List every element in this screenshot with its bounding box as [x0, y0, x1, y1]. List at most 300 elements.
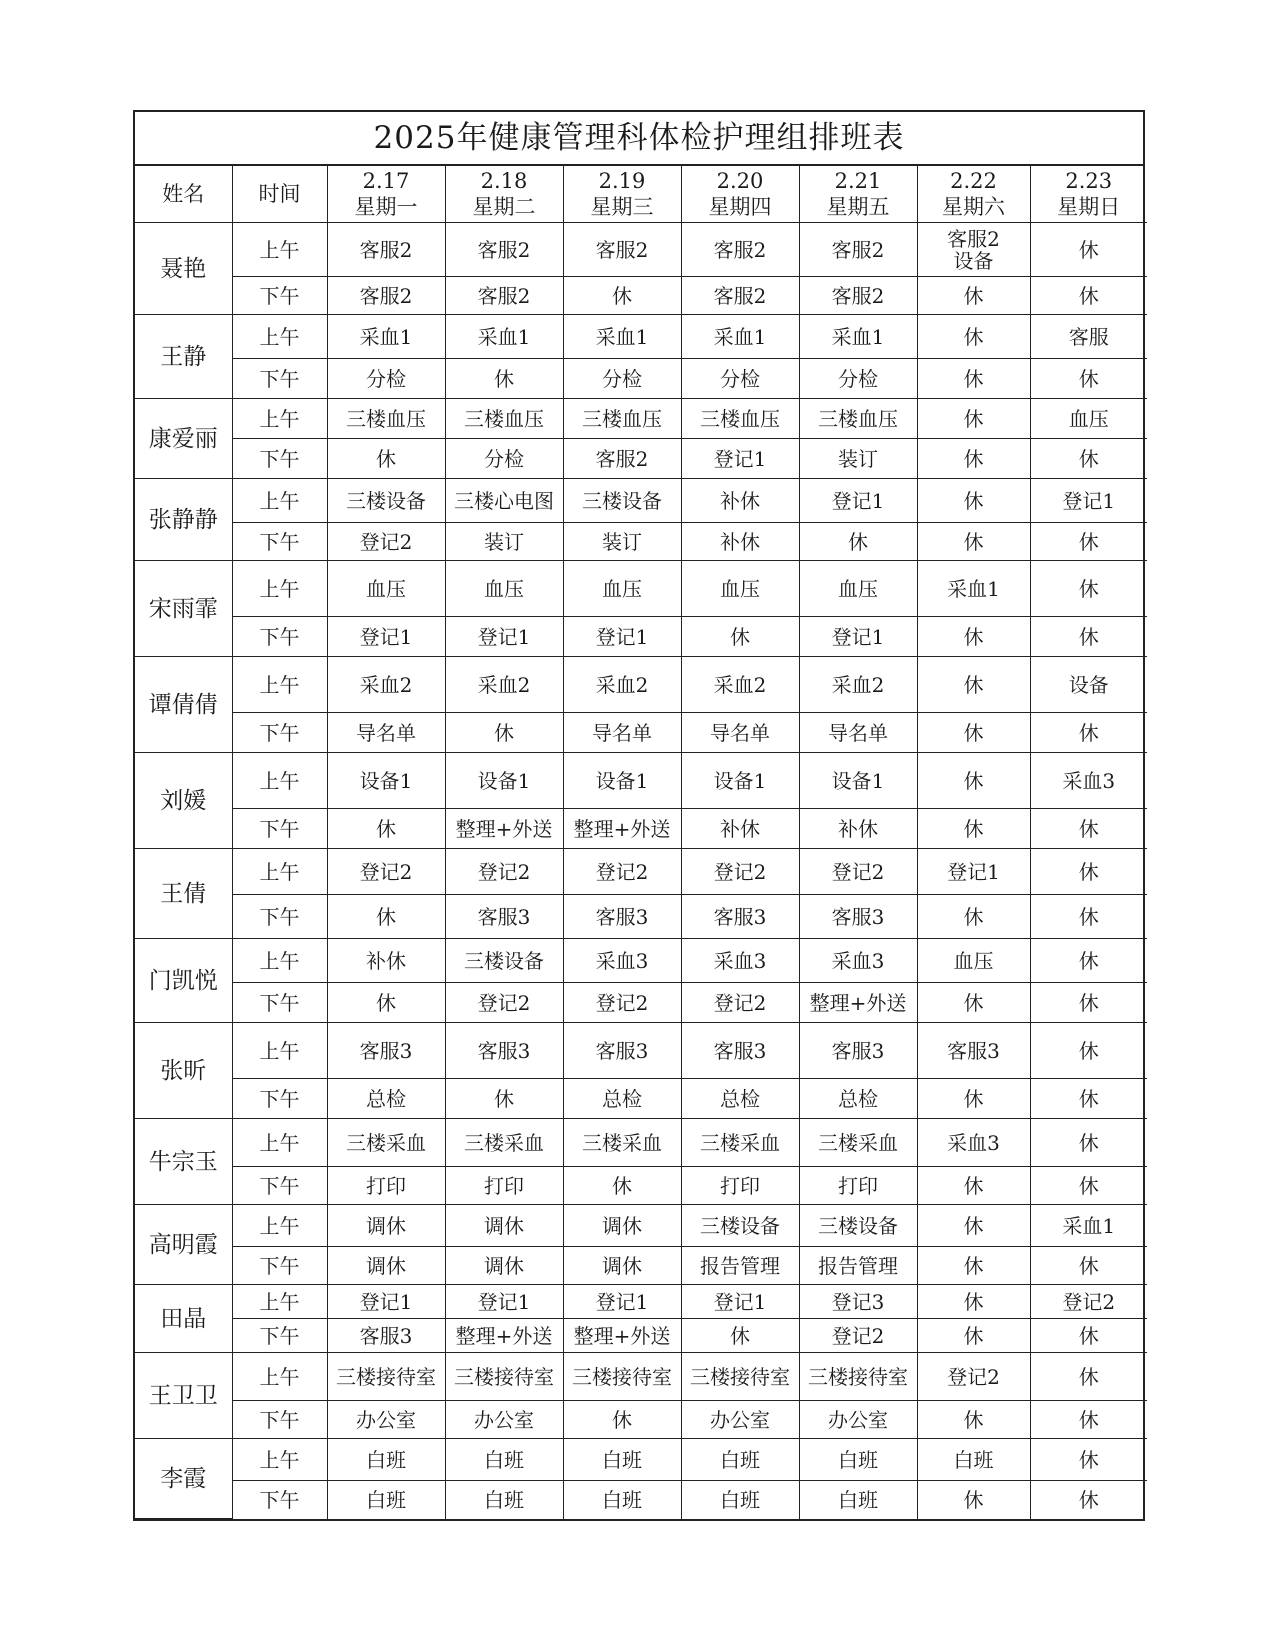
schedule-row: [135, 1205, 1147, 1247]
shift-cell: 采血3: [917, 1119, 1030, 1167]
shift-cell: 三楼设备: [799, 1205, 917, 1247]
shift-cell: 登记1: [799, 617, 917, 657]
period-afternoon: 下午: [232, 983, 327, 1023]
period-morning: 上午: [232, 561, 327, 617]
shift-cell: 白班: [445, 1439, 563, 1481]
shift-cell: 装订: [563, 523, 681, 561]
staff-name: 刘媛: [135, 753, 232, 849]
header-date: 2.20: [716, 169, 764, 193]
shift-cell: 休: [563, 1401, 681, 1439]
schedule-title: 2025年健康管理科体检护理组排班表: [135, 112, 1143, 166]
period-morning: 上午: [232, 939, 327, 983]
shift-cell: 登记2: [799, 849, 917, 895]
shift-cell: 客服3: [917, 1023, 1030, 1079]
shift-cell: 休: [1030, 1119, 1147, 1167]
header-date: 2.18: [480, 169, 528, 193]
shift-cell: 休: [1030, 439, 1147, 479]
shift-cell: 调休: [445, 1247, 563, 1285]
shift-cell: 三楼接待室: [799, 1353, 917, 1401]
shift-cell: 休: [1030, 1167, 1147, 1205]
header-day: [799, 166, 917, 223]
staff-name: 张静静: [135, 479, 232, 561]
shift-cell: 补休: [681, 523, 799, 561]
shift-cell: 采血1: [799, 315, 917, 359]
shift-cell: 采血1: [917, 561, 1030, 617]
schedule-row: [135, 939, 1147, 983]
shift-cell: 客服2: [681, 223, 799, 277]
shift-line: 客服2: [947, 226, 1000, 251]
shift-cell: 登记1: [917, 849, 1030, 895]
shift-cell: 休: [799, 523, 917, 561]
shift-cell: 三楼血压: [563, 399, 681, 439]
period-afternoon: 下午: [232, 1079, 327, 1119]
shift-cell: 分检: [563, 359, 681, 399]
shift-cell: 三楼采血: [799, 1119, 917, 1167]
shift-cell: 三楼接待室: [445, 1353, 563, 1401]
shift-cell: 导名单: [327, 713, 445, 753]
shift-cell: 三楼采血: [563, 1119, 681, 1167]
schedule-body: [135, 223, 1147, 1519]
shift-cell: 采血3: [563, 939, 681, 983]
shift-cell: 设备1: [563, 753, 681, 809]
shift-cell: 白班: [681, 1481, 799, 1519]
schedule-row: [135, 617, 1147, 657]
shift-cell: 登记1: [563, 617, 681, 657]
header-weekday: 星期四: [708, 195, 772, 219]
shift-cell: 采血1: [445, 315, 563, 359]
shift-cell: 客服2: [445, 223, 563, 277]
shift-cell: 登记2: [563, 849, 681, 895]
schedule-row: [135, 713, 1147, 753]
shift-cell: 三楼接待室: [563, 1353, 681, 1401]
header-day: [681, 166, 799, 223]
shift-cell: 休: [1030, 983, 1147, 1023]
shift-cell: 登记2: [681, 983, 799, 1023]
shift-cell: 客服3: [445, 895, 563, 939]
shift-cell: 导名单: [799, 713, 917, 753]
shift-cell: 设备1: [799, 753, 917, 809]
schedule-row: [135, 315, 1147, 359]
header-name: 姓名: [135, 166, 232, 223]
shift-cell: 补休: [681, 479, 799, 523]
shift-cell: 采血1: [1030, 1205, 1147, 1247]
schedule-row: [135, 223, 1147, 277]
shift-cell: 白班: [681, 1439, 799, 1481]
shift-cell: 休: [1030, 1439, 1147, 1481]
shift-cell: 休: [917, 399, 1030, 439]
period-morning: 上午: [232, 315, 327, 359]
shift-cell: 办公室: [445, 1401, 563, 1439]
shift-cell: 休: [917, 1205, 1030, 1247]
shift-cell: 采血1: [327, 315, 445, 359]
shift-cell: 白班: [799, 1481, 917, 1519]
shift-cell: 休: [917, 1481, 1030, 1519]
shift-cell: 登记1: [327, 617, 445, 657]
shift-cell: 三楼设备: [563, 479, 681, 523]
staff-name: 田晶: [135, 1285, 232, 1353]
header-weekday: 星期六: [942, 195, 1005, 219]
period-afternoon: 下午: [232, 1401, 327, 1439]
shift-cell: 三楼设备: [681, 1205, 799, 1247]
shift-cell: 登记2: [445, 849, 563, 895]
schedule-sheet: [133, 110, 1145, 1521]
shift-cell: 补休: [799, 809, 917, 849]
header-day: [563, 166, 681, 223]
shift-cell: 导名单: [563, 713, 681, 753]
period-morning: 上午: [232, 1023, 327, 1079]
header-date: 2.17: [362, 169, 410, 193]
schedule-row: [135, 983, 1147, 1023]
schedule-row: [135, 1439, 1147, 1481]
schedule-row: [135, 399, 1147, 439]
schedule-row: [135, 1481, 1147, 1519]
header-row: [135, 166, 1147, 223]
header-weekday: 星期二: [472, 195, 536, 219]
schedule-row: [135, 479, 1147, 523]
shift-cell: 血压: [917, 939, 1030, 983]
shift-cell: 装订: [445, 523, 563, 561]
shift-cell: 休: [917, 1247, 1030, 1285]
shift-cell: 休: [917, 315, 1030, 359]
shift-cell: 采血3: [1030, 753, 1147, 809]
shift-cell: 登记2: [445, 983, 563, 1023]
shift-cell: 休: [1030, 359, 1147, 399]
shift-cell: 休: [917, 753, 1030, 809]
shift-cell: 休: [1030, 713, 1147, 753]
shift-cell: 客服2: [563, 223, 681, 277]
shift-cell: 采血3: [681, 939, 799, 983]
header-weekday: 星期三: [590, 195, 654, 219]
shift-cell: 采血2: [799, 657, 917, 713]
period-morning: 上午: [232, 1205, 327, 1247]
header-date: 2.21: [834, 169, 882, 193]
schedule-row: [135, 1401, 1147, 1439]
shift-cell: 分检: [327, 359, 445, 399]
shift-cell: 三楼血压: [445, 399, 563, 439]
header-day: [1030, 166, 1147, 223]
shift-cell: 白班: [563, 1481, 681, 1519]
shift-cell: 登记2: [681, 849, 799, 895]
shift-cell: 休: [445, 1079, 563, 1119]
shift-cell: 登记1: [445, 617, 563, 657]
shift-cell: 登记1: [799, 479, 917, 523]
shift-cell: 休: [1030, 1247, 1147, 1285]
shift-cell: 客服3: [327, 1023, 445, 1079]
period-morning: 上午: [232, 1119, 327, 1167]
shift-cell: 白班: [563, 1439, 681, 1481]
staff-name: 王倩: [135, 849, 232, 939]
shift-cell: 客服: [1030, 315, 1147, 359]
shift-cell: 三楼采血: [327, 1119, 445, 1167]
schedule-row: [135, 1119, 1147, 1167]
shift-cell: 休: [917, 713, 1030, 753]
staff-name: 谭倩倩: [135, 657, 232, 753]
schedule-row: [135, 753, 1147, 809]
shift-cell: 三楼采血: [681, 1119, 799, 1167]
shift-cell: 三楼接待室: [327, 1353, 445, 1401]
shift-cell: 休: [1030, 617, 1147, 657]
shift-cell: 登记1: [445, 1285, 563, 1319]
shift-cell: 整理+外送: [563, 809, 681, 849]
shift-cell: 休: [917, 439, 1030, 479]
shift-cell: 白班: [327, 1481, 445, 1519]
shift-cell: 设备1: [445, 753, 563, 809]
schedule-row: [135, 359, 1147, 399]
shift-cell: 整理+外送: [445, 809, 563, 849]
shift-cell: 登记2: [327, 523, 445, 561]
shift-cell: 打印: [327, 1167, 445, 1205]
schedule-row: [135, 1285, 1147, 1319]
schedule-row: [135, 849, 1147, 895]
period-afternoon: 下午: [232, 439, 327, 479]
shift-cell: 休: [1030, 1319, 1147, 1353]
shift-cell: 登记2: [1030, 1285, 1147, 1319]
shift-cell: 整理+外送: [799, 983, 917, 1023]
shift-cell: 血压: [1030, 399, 1147, 439]
shift-cell: 报告管理: [681, 1247, 799, 1285]
shift-cell: 休: [681, 1319, 799, 1353]
shift-cell: 设备: [1030, 657, 1147, 713]
header-weekday: 星期日: [1057, 195, 1121, 219]
schedule-row: [135, 439, 1147, 479]
schedule-row: [135, 1319, 1147, 1353]
schedule-row: [135, 1023, 1147, 1079]
shift-cell: 整理+外送: [445, 1319, 563, 1353]
shift-cell: 休: [563, 277, 681, 315]
shift-cell: 客服3: [799, 1023, 917, 1079]
shift-cell: 休: [1030, 523, 1147, 561]
shift-cell: 休: [563, 1167, 681, 1205]
shift-cell: 登记1: [1030, 479, 1147, 523]
shift-cell: 客服3: [563, 1023, 681, 1079]
header-day: [327, 166, 445, 223]
header-date: 2.19: [598, 169, 646, 193]
period-morning: 上午: [232, 1353, 327, 1401]
shift-cell: 休: [917, 1319, 1030, 1353]
shift-cell: 休: [1030, 809, 1147, 849]
shift-cell: 客服3: [563, 895, 681, 939]
shift-cell: 三楼设备: [445, 939, 563, 983]
shift-cell: 客服2: [563, 439, 681, 479]
shift-cell: 休: [917, 1167, 1030, 1205]
period-morning: 上午: [232, 1439, 327, 1481]
shift-cell: 休: [917, 359, 1030, 399]
shift-cell: 休: [1030, 1023, 1147, 1079]
period-afternoon: 下午: [232, 895, 327, 939]
staff-name: 李霞: [135, 1439, 232, 1519]
shift-cell: 休: [327, 895, 445, 939]
period-afternoon: 下午: [232, 1319, 327, 1353]
shift-cell: 客服2: [327, 223, 445, 277]
shift-cell: 登记1: [681, 1285, 799, 1319]
shift-cell: 客服3: [681, 895, 799, 939]
shift-cell: 调休: [563, 1247, 681, 1285]
shift-cell: 采血1: [681, 315, 799, 359]
shift-cell: 三楼血压: [681, 399, 799, 439]
shift-cell: 休: [1030, 1079, 1147, 1119]
schedule-row: [135, 277, 1147, 315]
shift-cell: 报告管理: [799, 1247, 917, 1285]
shift-cell: 总检: [563, 1079, 681, 1119]
shift-cell: 客服2: [327, 277, 445, 315]
shift-cell: 采血2: [681, 657, 799, 713]
shift-cell: 打印: [799, 1167, 917, 1205]
shift-cell: 办公室: [681, 1401, 799, 1439]
shift-cell: 登记3: [799, 1285, 917, 1319]
shift-cell: 总检: [799, 1079, 917, 1119]
shift-cell: 白班: [799, 1439, 917, 1481]
shift-cell: 三楼设备: [327, 479, 445, 523]
shift-cell: 休: [327, 983, 445, 1023]
shift-cell: 休: [917, 809, 1030, 849]
shift-cell: 总检: [327, 1079, 445, 1119]
shift-cell: 休: [1030, 561, 1147, 617]
shift-cell: 客服2: [799, 277, 917, 315]
shift-cell: 三楼血压: [799, 399, 917, 439]
shift-cell: 采血3: [799, 939, 917, 983]
schedule-row: [135, 809, 1147, 849]
shift-cell: 分检: [681, 359, 799, 399]
shift-cell: 白班: [327, 1439, 445, 1481]
shift-cell: 血压: [445, 561, 563, 617]
shift-cell: 休: [917, 617, 1030, 657]
staff-name: 张昕: [135, 1023, 232, 1119]
schedule-row: [135, 895, 1147, 939]
period-morning: 上午: [232, 479, 327, 523]
shift-cell: 客服2: [681, 277, 799, 315]
shift-cell: 导名单: [681, 713, 799, 753]
shift-cell: 休: [445, 713, 563, 753]
staff-name: 门凯悦: [135, 939, 232, 1023]
schedule-row: [135, 523, 1147, 561]
shift-cell: 登记2: [917, 1353, 1030, 1401]
staff-name: 宋雨霏: [135, 561, 232, 657]
staff-name: 王静: [135, 315, 232, 399]
schedule-row: [135, 1353, 1147, 1401]
header-weekday: 星期五: [826, 195, 890, 219]
schedule-row: [135, 1079, 1147, 1119]
period-afternoon: 下午: [232, 713, 327, 753]
shift-cell: 休: [1030, 1481, 1147, 1519]
period-morning: 上午: [232, 753, 327, 809]
shift-cell: 客服2: [799, 223, 917, 277]
shift-cell: 登记1: [327, 1285, 445, 1319]
staff-name: 康爱丽: [135, 399, 232, 479]
shift-cell: 血压: [799, 561, 917, 617]
shift-cell: [917, 223, 1030, 277]
shift-cell: 登记2: [563, 983, 681, 1023]
shift-cell: 休: [1030, 939, 1147, 983]
shift-cell: 休: [1030, 277, 1147, 315]
schedule-table: [135, 166, 1147, 1519]
shift-cell: 客服3: [799, 895, 917, 939]
shift-cell: 办公室: [327, 1401, 445, 1439]
shift-cell: 调休: [327, 1247, 445, 1285]
shift-cell: 登记1: [681, 439, 799, 479]
shift-cell: 客服2: [445, 277, 563, 315]
shift-cell: 登记1: [563, 1285, 681, 1319]
shift-cell: 分检: [445, 439, 563, 479]
period-afternoon: 下午: [232, 1167, 327, 1205]
shift-cell: 补休: [681, 809, 799, 849]
period-afternoon: 下午: [232, 359, 327, 399]
shift-cell: 分检: [799, 359, 917, 399]
shift-cell: 血压: [327, 561, 445, 617]
shift-cell: 采血1: [563, 315, 681, 359]
header-weekday: 星期一: [354, 195, 418, 219]
schedule-row: [135, 561, 1147, 617]
shift-cell: 补休: [327, 939, 445, 983]
shift-cell: 装订: [799, 439, 917, 479]
shift-cell: 总检: [681, 1079, 799, 1119]
shift-cell: 设备1: [327, 753, 445, 809]
schedule-row: [135, 1247, 1147, 1285]
shift-cell: 三楼心电图: [445, 479, 563, 523]
shift-cell: 调休: [327, 1205, 445, 1247]
shift-cell: 办公室: [799, 1401, 917, 1439]
shift-cell: 休: [917, 895, 1030, 939]
schedule-row: [135, 657, 1147, 713]
header-date: 2.22: [950, 169, 997, 193]
shift-cell: 血压: [681, 561, 799, 617]
shift-cell: 休: [1030, 1353, 1147, 1401]
shift-cell: 血压: [563, 561, 681, 617]
shift-cell: 休: [681, 617, 799, 657]
shift-cell: 打印: [445, 1167, 563, 1205]
shift-cell: 休: [917, 479, 1030, 523]
shift-cell: 调休: [445, 1205, 563, 1247]
staff-name: 王卫卫: [135, 1353, 232, 1439]
shift-cell: 登记2: [327, 849, 445, 895]
schedule-row: [135, 1167, 1147, 1205]
shift-cell: 休: [917, 1079, 1030, 1119]
period-afternoon: 下午: [232, 523, 327, 561]
shift-cell: 三楼接待室: [681, 1353, 799, 1401]
shift-cell: 休: [917, 277, 1030, 315]
shift-cell: 三楼采血: [445, 1119, 563, 1167]
shift-cell: 登记2: [799, 1319, 917, 1353]
shift-line: 设备: [953, 248, 994, 273]
shift-cell: 客服3: [327, 1319, 445, 1353]
shift-cell: 休: [327, 809, 445, 849]
period-morning: 上午: [232, 1285, 327, 1319]
shift-cell: 休: [445, 359, 563, 399]
shift-cell: 整理+外送: [563, 1319, 681, 1353]
shift-cell: 休: [327, 439, 445, 479]
header-date: 2.23: [1065, 169, 1113, 193]
shift-cell: 休: [917, 983, 1030, 1023]
shift-cell: 调休: [563, 1205, 681, 1247]
header-time: 时间: [232, 166, 327, 223]
shift-cell: 三楼血压: [327, 399, 445, 439]
shift-cell: 客服3: [445, 1023, 563, 1079]
shift-cell: 休: [1030, 849, 1147, 895]
shift-cell: 休: [1030, 223, 1147, 277]
period-morning: 上午: [232, 657, 327, 713]
period-afternoon: 下午: [232, 1481, 327, 1519]
shift-cell: 采血2: [563, 657, 681, 713]
period-morning: 上午: [232, 849, 327, 895]
shift-cell: 白班: [917, 1439, 1030, 1481]
shift-cell: 客服3: [681, 1023, 799, 1079]
period-afternoon: 下午: [232, 1247, 327, 1285]
shift-cell: 休: [1030, 895, 1147, 939]
shift-cell: 休: [917, 1285, 1030, 1319]
period-morning: 上午: [232, 223, 327, 277]
shift-cell: 休: [917, 523, 1030, 561]
period-morning: 上午: [232, 399, 327, 439]
staff-name: 高明霞: [135, 1205, 232, 1285]
